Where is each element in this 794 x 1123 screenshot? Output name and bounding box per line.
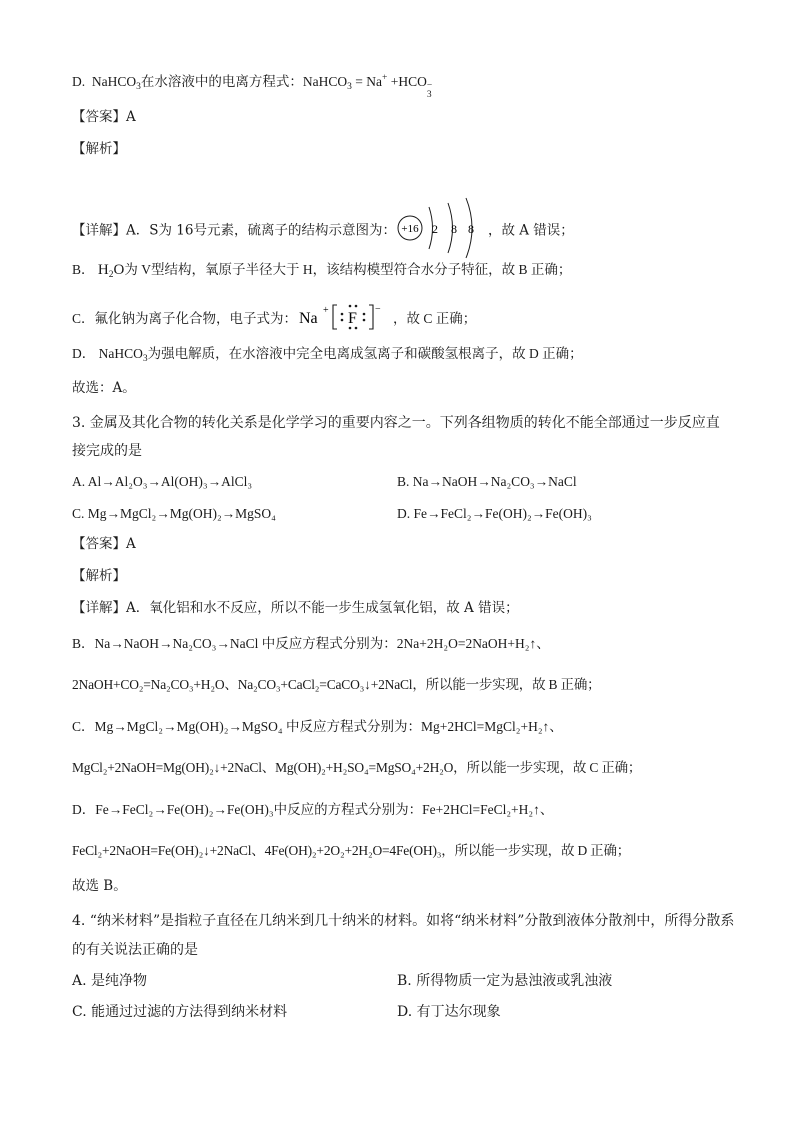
q2-answer: 【答案】A <box>72 109 136 125</box>
q3-detail-c-line1: C．Mg→MgCl₂→Mg(OH)₂→MgSO₄ 中反应方程式分别为：Mg+2HCl=MgCl₂+H₂↑、 <box>72 719 563 734</box>
q4-option-b: B. 所得物质一定为悬浊液或乳浊液 <box>397 973 613 989</box>
f-charge: − <box>375 304 381 315</box>
q2-conclusion: 故选：A。 <box>72 380 136 396</box>
q3-answer: 【答案】A <box>72 536 136 552</box>
q3-stem-line2: 接完成的是 <box>72 443 142 459</box>
q2-analysis-label: 【解析】 <box>72 141 126 157</box>
q4-stem-line1: 4. “纳米材料”是指粒子直径在几纳米到几十纳米的材料。如将“纳米材料”分散到液体分散剂中，所得分散系 <box>72 913 735 929</box>
q3-conclusion: 故选 B。 <box>72 878 127 894</box>
na-charge: + <box>323 305 329 316</box>
q3-option-c: C. Mg→MgCl₂→Mg(OH)₂→MgSO₄ <box>72 506 276 521</box>
sulfide-ion-structure-diagram <box>396 197 488 265</box>
q2-detail-c: C．氟化钠为离子化合物，电子式为： Na + F − ，故 C 正确； <box>72 302 476 338</box>
q2-detail-b: B． $H_2O$为 V型结构，氧原子半径大于 H，该结构模型符合水分子特征，故 B 正确； <box>72 262 572 280</box>
q2-detail-a: 【详解】A．S为 16号元素，硫离子的结构示意图为： +16 2 8 8 ，故 A 错误； <box>72 197 574 265</box>
q3-detail-b-line1: B．Na→NaOH→Na₂CO₃→NaCl 中反应方程式分别为：2Na+2H₂O=2NaOH+H₂↑、 <box>72 636 550 651</box>
q4-option-d: D. 有丁达尔现象 <box>397 1004 501 1020</box>
q3-option-a: A. Al→Al₂O₃→Al(OH)₃→AlCl₃ <box>72 474 253 489</box>
q3-detail-c-line2: MgCl₂+2NaOH=Mg(OH)₂↓+2NaCl、Mg(OH)₂+H₂SO₄=MgSO₄+2H₂O，所以能一步实现，故 C 正确； <box>72 760 642 775</box>
q3-option-b: B. Na→NaOH→Na₂CO₃→NaCl <box>397 474 577 489</box>
shell-3-electrons: 8 <box>467 222 474 236</box>
q3-detail-b-line2: 2NaOH+CO₂=Na₂CO₃+H₂O、Na₂CO₃+CaCl₂=CaCO₃↓+2NaCl，所以能一步实现，故 B 正确； <box>72 677 601 692</box>
q4-stem-line2: 的有关说法正确的是 <box>72 942 198 958</box>
shell-1-electrons: 2 <box>431 222 438 236</box>
q2-detail-d: D． NaHCO$_3$为强电解质，在水溶液中完全电离成氢离子和碳酸氢根离子，故 D 正确； <box>72 346 583 364</box>
f-symbol: F <box>348 310 357 327</box>
q3-stem-line1: 3. 金属及其化合物的转化关系是化学学习的重要内容之一。下列各组物质的转化不能全部通过一步反应直 <box>72 415 720 431</box>
q4-option-c: C. 能通过过滤的方法得到纳米材料 <box>72 1004 288 1020</box>
q3-analysis-label: 【解析】 <box>72 568 126 584</box>
nucleus-charge: +16 <box>401 223 419 235</box>
q2-option-d: D. NaHCO$_3$在水溶液中的电离方程式：NaHCO$_3$ = Na+ +HCO − 3 <box>72 73 433 100</box>
naf-electron-formula <box>297 302 393 338</box>
q4-option-a: A. 是纯净物 <box>72 973 148 989</box>
q3-detail-a: 【详解】A．氧化铝和水不反应，所以不能一步生成氢氧化铝，故 A 错误； <box>72 600 519 616</box>
q3-detail-d-line2: FeCl₂+2NaOH=Fe(OH)₂↓+2NaCl、4Fe(OH)₂+2O₂+2H₂O=4Fe(OH)₃，所以能一步实现，故 D 正确； <box>72 843 631 858</box>
shell-2-electrons: 8 <box>450 222 457 236</box>
q3-detail-d-line1: D．Fe→FeCl₂→Fe(OH)₂→Fe(OH)₃中反应的方程式分别为：Fe+2HCl=FeCl₂+H₂↑、 <box>72 802 554 817</box>
na-symbol: Na <box>299 310 318 327</box>
q3-option-d: D. Fe→FeCl₂→Fe(OH)₂→Fe(OH)₃ <box>397 506 592 521</box>
